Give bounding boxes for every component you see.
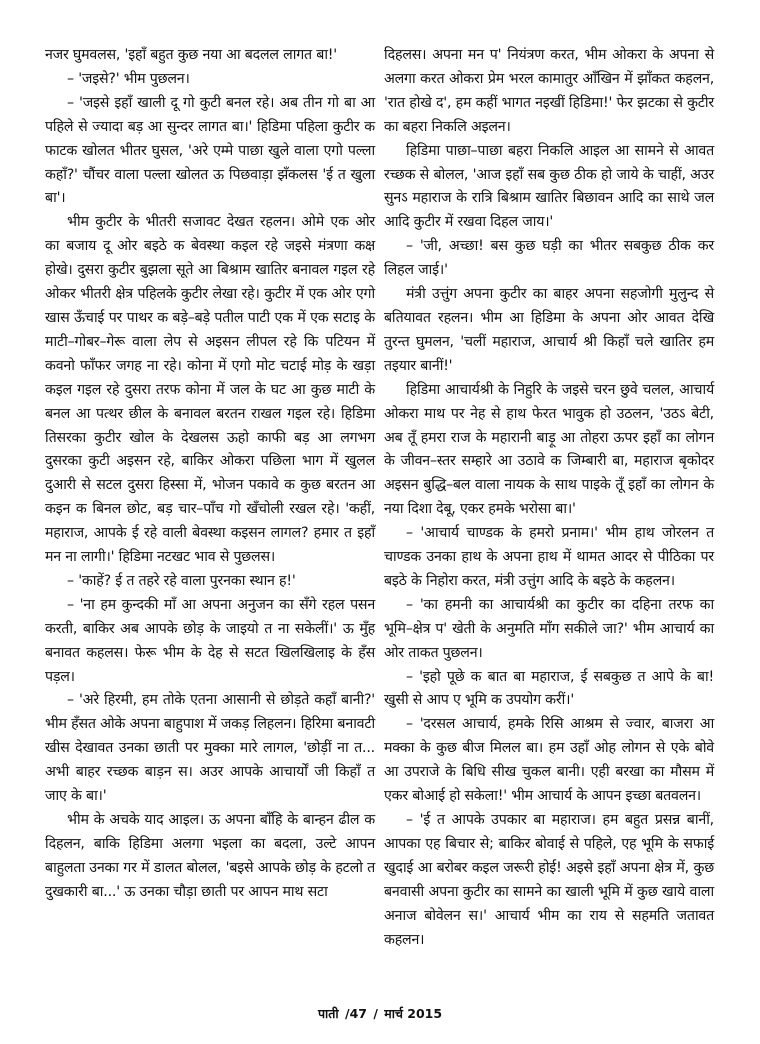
left-text-column bbox=[45, 44, 375, 905]
paragraph: दिहलस। अपना मन प' नियंत्रण करत, भीम ओकरा के अपना से अलगा करत ओकरा प्रेम भरल कामातुर आँखिन में झाँकत कहलन, 'रात होखे द', हम कहीं भागत नइखीं हिडिमा!' फेर झटका से कुटीर का बहरा निकलि अइलन। bbox=[384, 47, 714, 135]
paragraph: भीम के अचके याद आइल। ऊ अपना बाँहि के बान्हन ढील क दिहलन, बाकि हिडिमा अलगा भइला का बदला, उल्टे आपन बाहुलता उनका गर में डालत बोलल, 'बइसे आपके छोड़ के हटलो त दुखकारी बा...' ऊ उनका चौड़ा छाती पर आपन माथ सटा bbox=[45, 812, 375, 900]
footer-separator: / bbox=[373, 1006, 378, 1021]
issue-date: मार्च 2015 bbox=[384, 1006, 443, 1021]
page-footer bbox=[0, 1005, 760, 1022]
paragraph: भीम कुटीर के भीतरी सजावट देखत रहलन। ओमे एक ओर का बजाय दू ओर बइठे क बेवस्था कइल रहे जइसे मंत्रणा कक्ष होखे। दुसरा कुटीर बुझला सूते आ बिश्राम खातिर बनावल गइल रहे ओकर भीतरी क्षेत्र पहिलके कुटीर लेखा रहे। कुटीर में एक ओर एगो खास ऊँचाई पर पाथर क बड़े–बड़े पतील पाटी एक में एक सटाइ के माटी–गोबर–गेरू वाला लेप से अइसन लीपल रहे कि पटियन में कवनो फाँफर जगह ना रहे। कोना में एगो मोट चटाई मोड़ के खड़ा कइल गइल रहे दुसरा तरफ कोना में जल के घट आ कुछ माटी के बनल आ पत्थर छील के बनावल बरतन राखल गइल रहे। हिडिमा तिसरका कुटीर खोल के देखलस ऊहो काफी बड़ आ लगभग दुसरका कुटी अइसन रहे, बाकिर ओकरा पछिला भाग में खुलल दुआरी से सटल दुसरा हिस्सा में, भोजन पकावे क कुछ बरतन आ कइन क बिनल छोट, बड़ चार–पाँच गो खँचोली रखल रहे। 'कहीं, महाराज, आपके ई रहे वाली बेवस्था कइसन लागल? हमार त इहाँ मन ना लागी।' हिडिमा नटखट भाव से पुछलस। bbox=[45, 214, 375, 566]
paragraph: – 'काहें? ई त तहरे रहे वाला पुरनका स्थान ह!' bbox=[67, 572, 296, 589]
paragraph: नजर घुमवलस, 'इहाँ बहुत कुछ नया आ बदलल लागत बा!' bbox=[45, 47, 337, 63]
paragraph: – 'आचार्य चाण्डक के हमरो प्रनाम।' भीम हाथ जोरलन त चाण्डक उनका हाथ के अपना हाथ में थामत आदर से पीठिका पर बइठे के निहोरा करत, मंत्री उत्तुंग आदि के बइठे के कहलन। bbox=[384, 525, 714, 589]
paragraph: – 'ई त आपके उपकार बा महाराज। हम बहुत प्रसन्न बानीं, आपका एह बिचार से; बाकिर बोवाई से पहिले, एह भूमि के सफाई खुदाई आ बरोबर कइल जरूरी होई! अइसे इहाँ अपना क्षेत्र में, कुछ बनवासी अपना कुटीर का सामने का खाली भूमि में कुछ खाये वाला अनाज बोवेलन स।' आचार्य भीम का राय से सहमति जतावत कहलन। bbox=[384, 812, 714, 948]
page-number: /47 bbox=[345, 1006, 367, 1021]
paragraph: – 'जइसे इहाँ खाली दू गो कुटी बनल रहे। अब तीन गो बा आ पहिले से ज्यादा बड़ आ सुन्दर लागत बा।' हिडिमा पहिला कुटीर क फाटक खोलत भीतर घुसल, 'अरे एम्मे पाछा खुले वाला एगो पल्ला कहाँ?' चौंचर वाला पल्ला खोलत ऊ पिछवाड़ा झँकलस 'ई त खुला बा'। bbox=[45, 94, 375, 207]
paragraph: – 'दरसल आचार्य, हमके रिसि आश्रम से ज्वार, बाजरा आ मक्का के कुछ बीज मिलल बा। हम उहाँ ओह लोगन से एके बोवे आ उपराजे के बिधि सीख चुकल बानी। एही बरखा का मौसम में एकर बोआई हो सकेला!' भीम आचार्य के आपन इच्छा बतवलन। bbox=[384, 716, 714, 805]
paragraph: – 'अरे हिरमी, हम तोके एतना आसानी से छोड़ते कहाँ बानी?' भीम हँसत ओके अपना बाहुपाश में जकड़ लिहलन। हिरिमा बनावटी खीस देखावत उनका छाती पर मुक्का मारे लागल, 'छोड़ीं ना त... अभी बाहर रच्छक बाड़न स। अउर आपके आचार्यों जी किहाँ त जाए के बा।' bbox=[45, 692, 375, 805]
paragraph: – 'ना हम कुन्दकी माँ आ अपना अनुजन का सँगे रहल पसन करती, बाकिर अब आपके छोड़ के जाइयो त ना सकेलीं।' ऊ मुँह बनावत कहलस। फेरू भीम के देह से सटत खिलखिलाइ के हँस पड़ल। bbox=[45, 596, 375, 685]
paragraph: – 'इहो पूछे क बात बा महाराज, ई सबकुछ त आपे के बा! खुसी से आप ए भूमि क उपयोग करीं।' bbox=[384, 668, 714, 709]
magazine-name: पाती bbox=[317, 1006, 339, 1021]
paragraph: हिडिमा आचार्यश्री के निहुरि के जइसे चरन छुवे चलल, आचार्य ओकरा माथ पर नेह से हाथ फेरत भावुक हो उठलन, 'उठऽ बेटी, अब तूँ हमरा राज के महारानी बाड़ू आ तोहरा ऊपर इहाँ का लोगन के जीवन–स्तर सम्हारे आ उठावे क जिम्बारी बा, महाराज बृकोदर अइसन बुद्धि–बल वाला नायक के साथ पाइके तूँ इहाँ का लोगन के नया दिशा देबू, एकर हमके भरोसा बा।' bbox=[384, 381, 714, 518]
paragraph: – 'जी, अच्छा! बस कुछ घड़ी का भीतर सबकुछ ठीक कर लिहल जाई।' bbox=[384, 238, 714, 279]
paragraph: – 'का हमनी का आचार्यश्री का कुटीर का दहिना तरफ का भूमि–क्षेत्र प' खेती के अनुमति माँग सकीले जा?' भीम आचार्य का ओर ताकत पुछलन। bbox=[384, 596, 714, 661]
right-text-column bbox=[384, 44, 714, 952]
paragraph: हिडिमा पाछा–पाछा बहरा निकलि आइल आ सामने से आवत रच्छक से बोलल, 'आज इहाँ सब कुछ ठीक हो जाये के चाहीं, अउर सुनऽ महाराज के रात्रि बिश्राम खातिर बिछावन आदि का साथे जल आदि कुटीर में रखवा दिहल जाय।' bbox=[384, 142, 714, 231]
paragraph: मंत्री उत्तुंग अपना कुटीर का बाहर अपना सहजोगी मुलुन्द से बतियावत रहलन। भीम आ हिडिमा के अपना ओर आवत देखि तुरन्त घुमलन, 'चलीं महाराज, आचार्य श्री किहाँ चले खातिर हम तइयार बानीं!' bbox=[384, 286, 714, 374]
paragraph: – 'जइसे?' भीम पुछलन। bbox=[67, 70, 190, 87]
